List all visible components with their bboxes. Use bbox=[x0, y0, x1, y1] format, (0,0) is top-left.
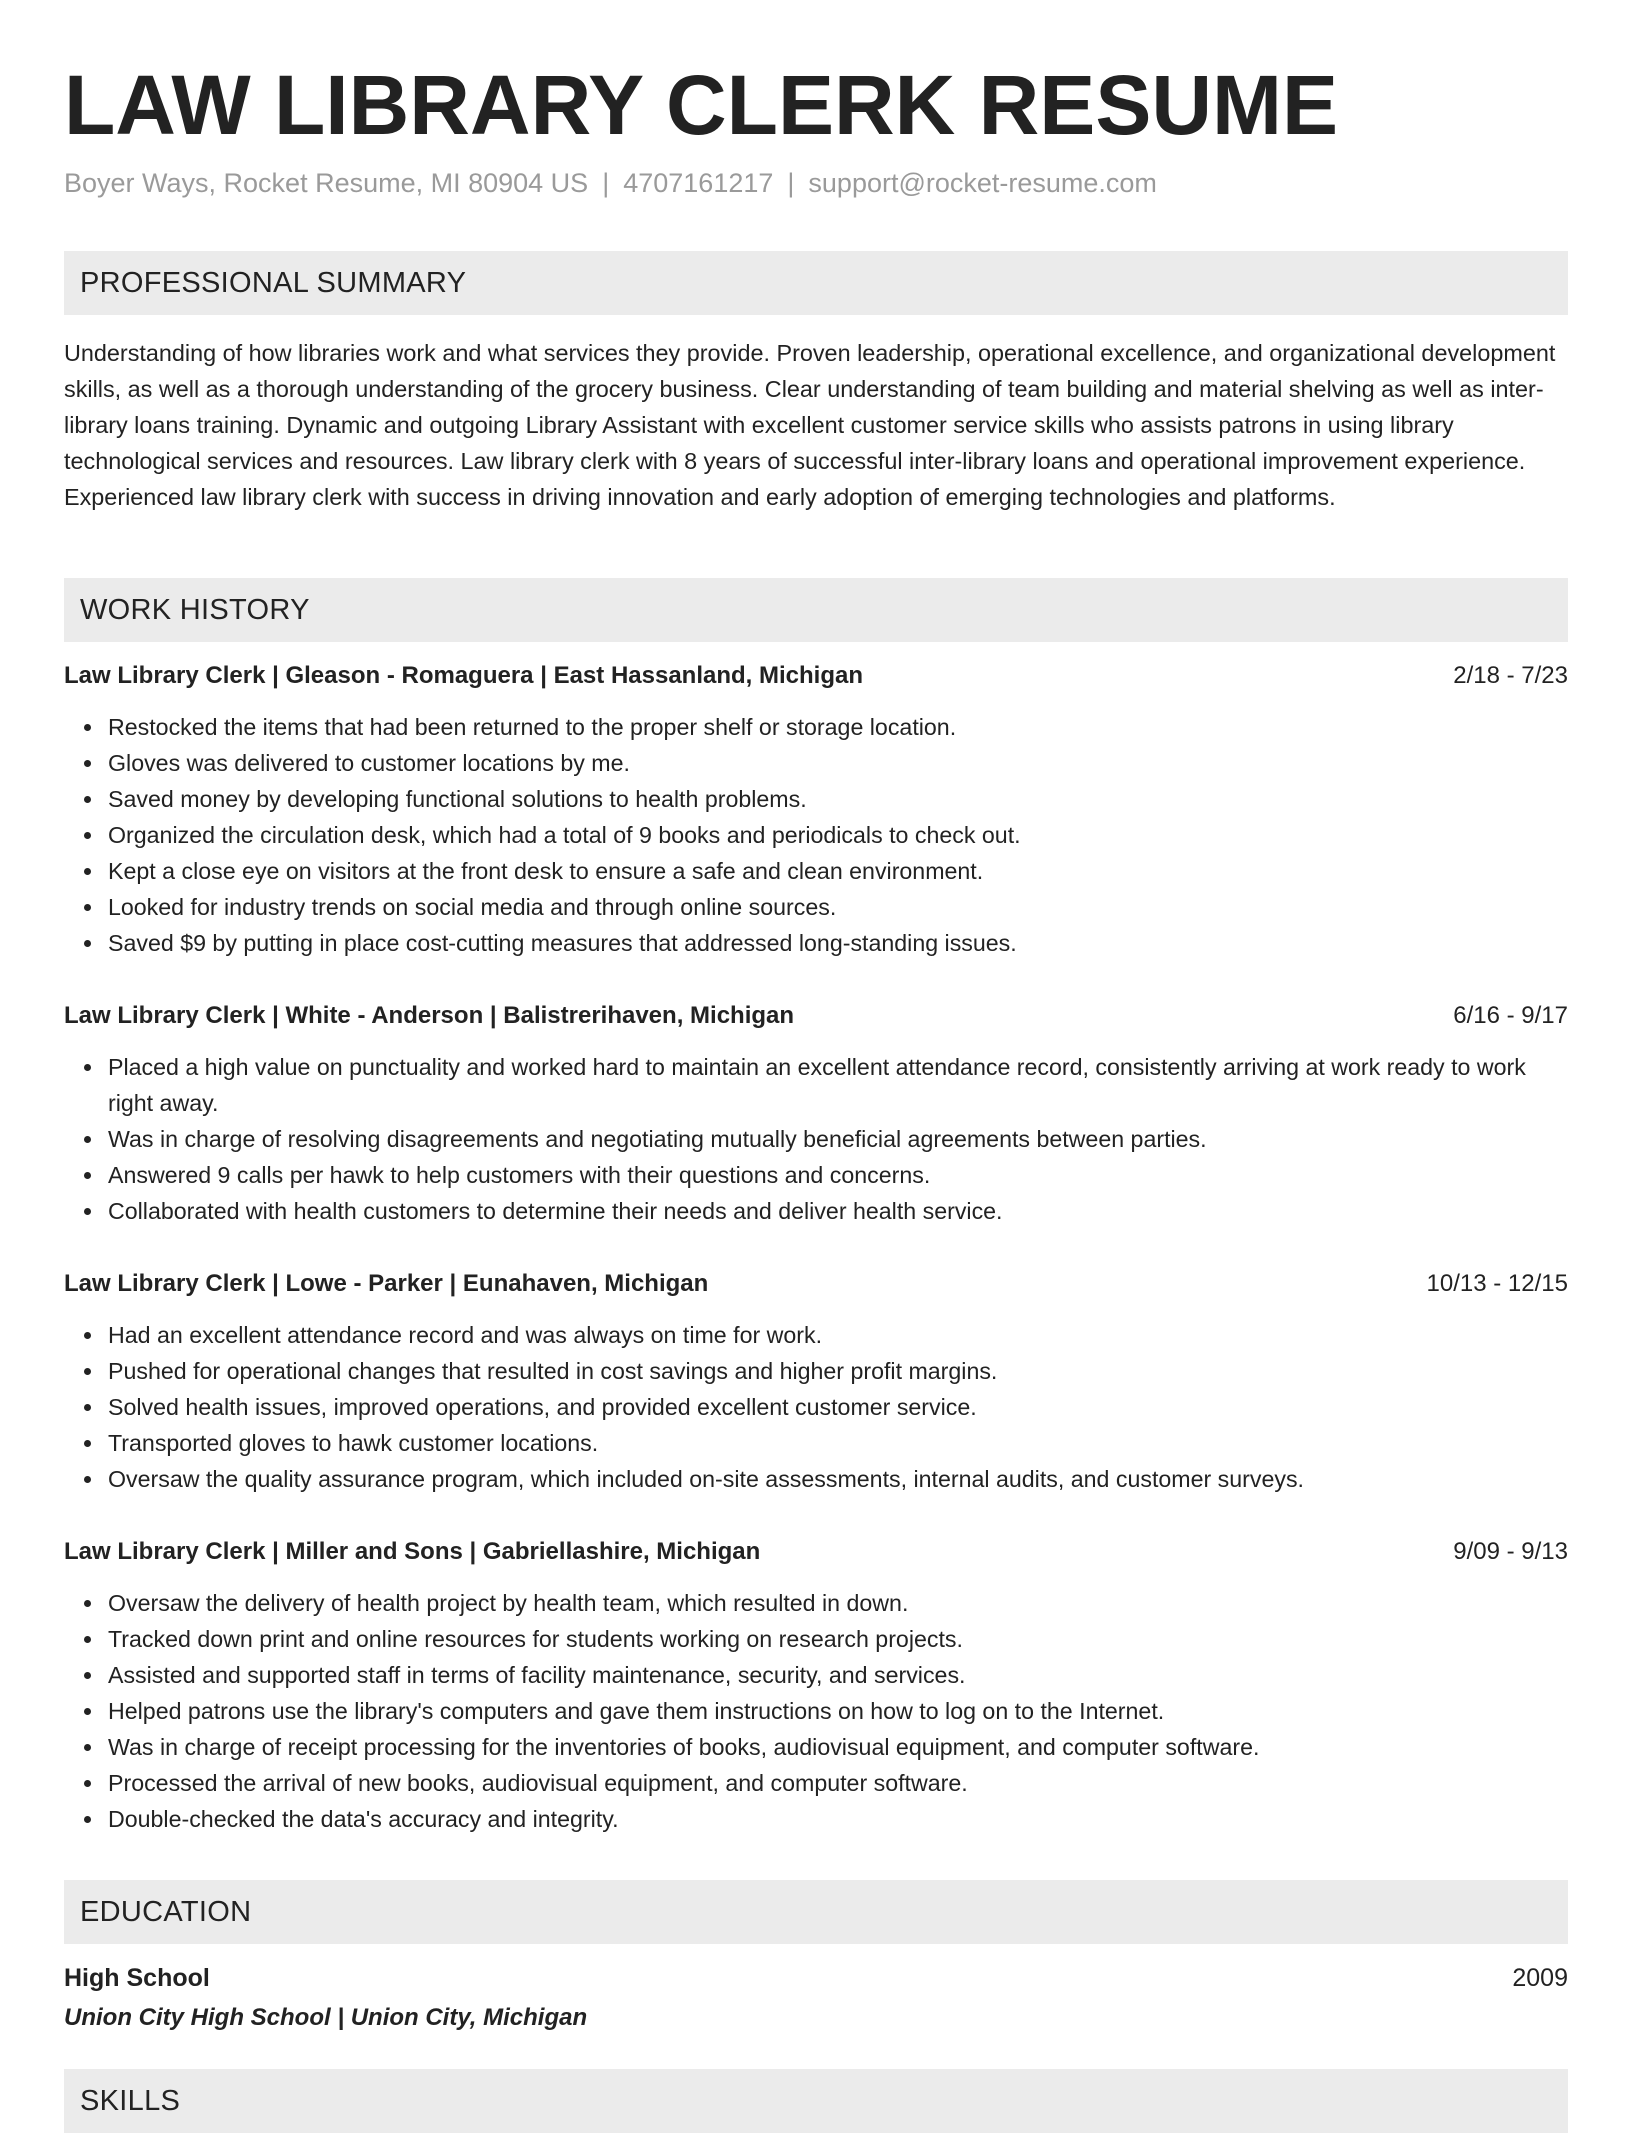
section-header-skills bbox=[64, 2069, 1568, 2133]
job-bullet: Answered 9 calls per hawk to help customers with their questions and concerns. bbox=[108, 1157, 1568, 1193]
job-heading: Law Library Clerk | Lowe - Parker | Eunahaven, Michigan bbox=[64, 1270, 709, 1297]
job-entry bbox=[64, 1266, 1568, 1497]
job-entry bbox=[64, 658, 1568, 961]
section-title: WORK HISTORY bbox=[80, 594, 310, 626]
job-bullet: Was in charge of resolving disagreements and negotiating mutually beneficial agreements between parties. bbox=[108, 1121, 1568, 1157]
job-bullet: Saved $9 by putting in place cost-cutting measures that addressed long-standing issues. bbox=[108, 925, 1568, 961]
job-heading: Law Library Clerk | White - Anderson | Balistrerihaven, Michigan bbox=[64, 1002, 795, 1029]
job-bullet-list bbox=[64, 709, 1568, 961]
education-degree: High School bbox=[64, 1964, 210, 1992]
section-header-summary bbox=[64, 251, 1568, 315]
job-bullet-list bbox=[64, 1049, 1568, 1229]
job-bullet: Pushed for operational changes that resulted in cost savings and higher profit margins. bbox=[108, 1353, 1568, 1389]
job-bullet: Had an excellent attendance record and was always on time for work. bbox=[108, 1317, 1568, 1353]
job-bullet: Processed the arrival of new books, audiovisual equipment, and computer software. bbox=[108, 1765, 1568, 1801]
job-bullet: Solved health issues, improved operations, and provided excellent customer service. bbox=[108, 1389, 1568, 1425]
job-bullet: Helped patrons use the library's computers and gave them instructions on how to log on to the Internet. bbox=[108, 1693, 1568, 1729]
job-heading: Law Library Clerk | Miller and Sons | Gabriellashire, Michigan bbox=[64, 1538, 761, 1565]
job-bullet: Organized the circulation desk, which had a total of 9 books and periodicals to check out. bbox=[108, 817, 1568, 853]
contact-email: support@rocket-resume.com bbox=[808, 168, 1157, 198]
summary-text: Understanding of how libraries work and what services they provide. Proven leadership, operational excellence, and organizational development skills, as well as a thorough understanding of the grocery business. Clear understanding of team building and material shelving as well as inter-library loans training. Dynamic and outgoing Library Assistant with excellent customer service skills who assists patrons in using library technological services and resources. Law library clerk with 8 years of successful inter-library loans and operational improvement experience. Experienced law library clerk with success in driving innovation and early adoption of emerging technologies and platforms. bbox=[64, 340, 1556, 510]
contact-separator: | bbox=[602, 168, 610, 198]
job-bullet: Kept a close eye on visitors at the front desk to ensure a safe and clean environment. bbox=[108, 853, 1568, 889]
resume-title: LAW LIBRARY CLERK RESUME bbox=[64, 58, 1339, 152]
job-dates: 10/13 - 12/15 bbox=[1426, 1270, 1568, 1297]
job-bullet: Saved money by developing functional solutions to health problems. bbox=[108, 781, 1568, 817]
education-year: 2009 bbox=[1512, 1964, 1568, 1992]
job-bullet: Oversaw the quality assurance program, which included on-site assessments, internal audits, and customer surveys. bbox=[108, 1461, 1568, 1497]
job-bullet-list bbox=[64, 1317, 1568, 1497]
section-title: EDUCATION bbox=[80, 1896, 252, 1928]
job-dates: 6/16 - 9/17 bbox=[1453, 1002, 1568, 1029]
job-entry bbox=[64, 1534, 1568, 1837]
contact-phone: 4707161217 bbox=[623, 168, 774, 198]
contact-separator: | bbox=[787, 168, 795, 198]
job-bullet: Oversaw the delivery of health project by health team, which resulted in down. bbox=[108, 1585, 1568, 1621]
contact-address: Boyer Ways, Rocket Resume, MI 80904 US bbox=[64, 168, 589, 198]
job-bullet: Looked for industry trends on social media and through online sources. bbox=[108, 889, 1568, 925]
job-bullet: Tracked down print and online resources for students working on research projects. bbox=[108, 1621, 1568, 1657]
education-school: Union City High School | Union City, Michigan bbox=[64, 2004, 588, 2031]
section-header-work-history bbox=[64, 578, 1568, 642]
section-header-education bbox=[64, 1880, 1568, 1944]
contact-line bbox=[64, 166, 1157, 200]
job-heading: Law Library Clerk | Gleason - Romaguera | East Hassanland, Michigan bbox=[64, 662, 863, 689]
job-bullet: Gloves was delivered to customer locations by me. bbox=[108, 745, 1568, 781]
job-bullet-list bbox=[64, 1585, 1568, 1837]
section-title: SKILLS bbox=[80, 2085, 181, 2117]
job-dates: 2/18 - 7/23 bbox=[1453, 662, 1568, 689]
job-bullet: Assisted and supported staff in terms of facility maintenance, security, and services. bbox=[108, 1657, 1568, 1693]
section-title: PROFESSIONAL SUMMARY bbox=[80, 267, 467, 299]
job-bullet: Restocked the items that had been returned to the proper shelf or storage location. bbox=[108, 709, 1568, 745]
job-bullet: Double-checked the data's accuracy and integrity. bbox=[108, 1801, 1568, 1837]
job-bullet: Was in charge of receipt processing for the inventories of books, audiovisual equipment, and computer software. bbox=[108, 1729, 1568, 1765]
job-bullet: Transported gloves to hawk customer locations. bbox=[108, 1425, 1568, 1461]
job-bullet: Collaborated with health customers to determine their needs and deliver health service. bbox=[108, 1193, 1568, 1229]
job-bullet: Placed a high value on punctuality and worked hard to maintain an excellent attendance record, consistently arriving at work ready to work right away. bbox=[108, 1049, 1568, 1121]
job-entry bbox=[64, 998, 1568, 1229]
job-dates: 9/09 - 9/13 bbox=[1453, 1538, 1568, 1565]
